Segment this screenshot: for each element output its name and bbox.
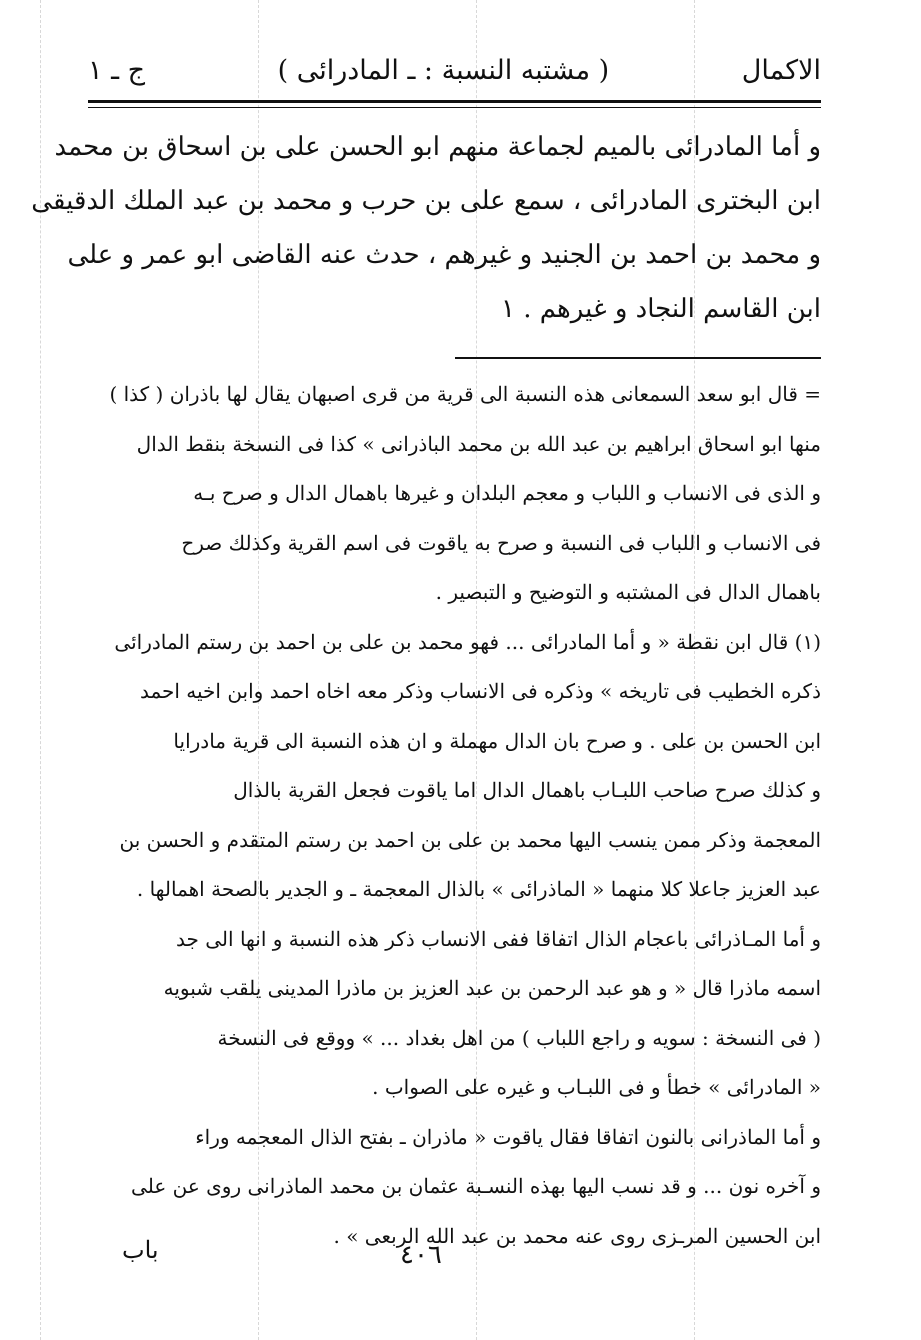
main-line: و محمد بن احمد بن الجنيد و غيرهم ، حدث عنه القاضى ابو عمر و على [67,240,821,270]
footnote-line: اسمه ماذرا قال « و هو عبد الرحمن بن عبد العزيز بن ماذرا المدينى يلقب شبويه [163,976,821,1000]
footnote-line: باهمال الدال فى المشتبه و التوضيح و التبصير . [435,580,821,604]
running-header [88,44,821,96]
footnote-separator [455,357,821,359]
footnote-line: « المادرائى » خطأ و فى اللبـاب و غيره على الصواب . [372,1075,821,1099]
footnote-line: و الذى فى الانساب و اللباب و معجم البلدان و غيرها باهمال الدال و صرح بـه [193,481,821,505]
header-rule-thick [88,100,821,103]
book-title: الاكمال [741,54,821,86]
footnote-line: ذكره الخطيب فى تاريخه » وذكره فى الانساب وذكر معه اخاه احمد وابن اخيه احمد [139,679,821,703]
volume-number: ج ـ ١ [88,54,146,86]
main-text [31,120,821,336]
footnote-line: و أما الماذرانى بالنون اتفاقا فقال ياقوت « ماذران ـ بفتح الذال المعجمه وراء [195,1124,821,1149]
catchword: باب [122,1236,159,1264]
main-line: و أما المادرائى بالميم لجماعة منهم ابو الحسن على بن اسحاق بن محمد [54,132,821,162]
main-line: ابن البخترى المادرائى ، سمع على بن حرب و محمد بن عبد الملك الدقيقى [31,186,821,216]
footnote-line: = قال ابو سعد السمعانى هذه النسبة الى قرية من قرى اصبهان يقال لها باذران ( كذا ) [109,382,821,406]
footnote-line: و أما المـاذرائى باعجام الذال اتفاقا ففى الانساب ذكر هذه النسبة و انها الى جد [176,926,821,951]
footnote-line: ابن الحسين المرـزى روى عنه محمد بن عبد الله الربعى » . [333,1223,821,1248]
footnote-line: و آخره نون ... و قد نسب اليها بهذه النسـبة عثمان بن محمد الماذرانى روى عن على [131,1174,821,1198]
footnote-line: ( فى النسخة : سويه و راجع اللباب ) من اهل بغداد ... » ووقع فى النسخة [217,1025,821,1050]
main-line: ابن القاسم النجاد و غيرهم . ١ [500,294,821,324]
footnote-line: المعجمة وذكر ممن ينسب اليها محمد بن على بن احمد بن رستم المتقدم و الحسن بن [119,827,821,852]
footnote-line: (١) قال ابن نقطة « و أما المادرائى ... فهو محمد بن على بن احمد بن رستم المادرائى [114,629,821,654]
footnote-line: عبد العزيز جاعلا كلا منهما « الماذرائى » بالذال المعجمة ـ و الجدير بالصحة اهمالها . [136,877,821,901]
footnote-line: منها ابو اسحاق ابراهيم بن عبد الله بن محمد الباذرانى » كذا فى النسخة بنقط الدال [136,431,821,456]
footnote-line: فى الانساب و اللباب فى النسبة و صرح به ياقوت فى اسم القرية وكذلك صرح [181,530,821,555]
page-number: ٤٠٦ [400,1240,442,1270]
footnote-line: ابن الحسن بن على . و صرح بان الدال مهملة و ان هذه النسبة الى قرية مادرايا [173,728,821,753]
section-title: ( مشتبه النسبة : ـ المادرائى ) [277,54,610,86]
footnote-line: و كذلك صرح صاحب اللبـاب باهمال الدال اما ياقوت فجعل القرية بالذال [233,778,821,802]
header-rule-thin [88,107,821,108]
footnotes [100,370,821,1261]
